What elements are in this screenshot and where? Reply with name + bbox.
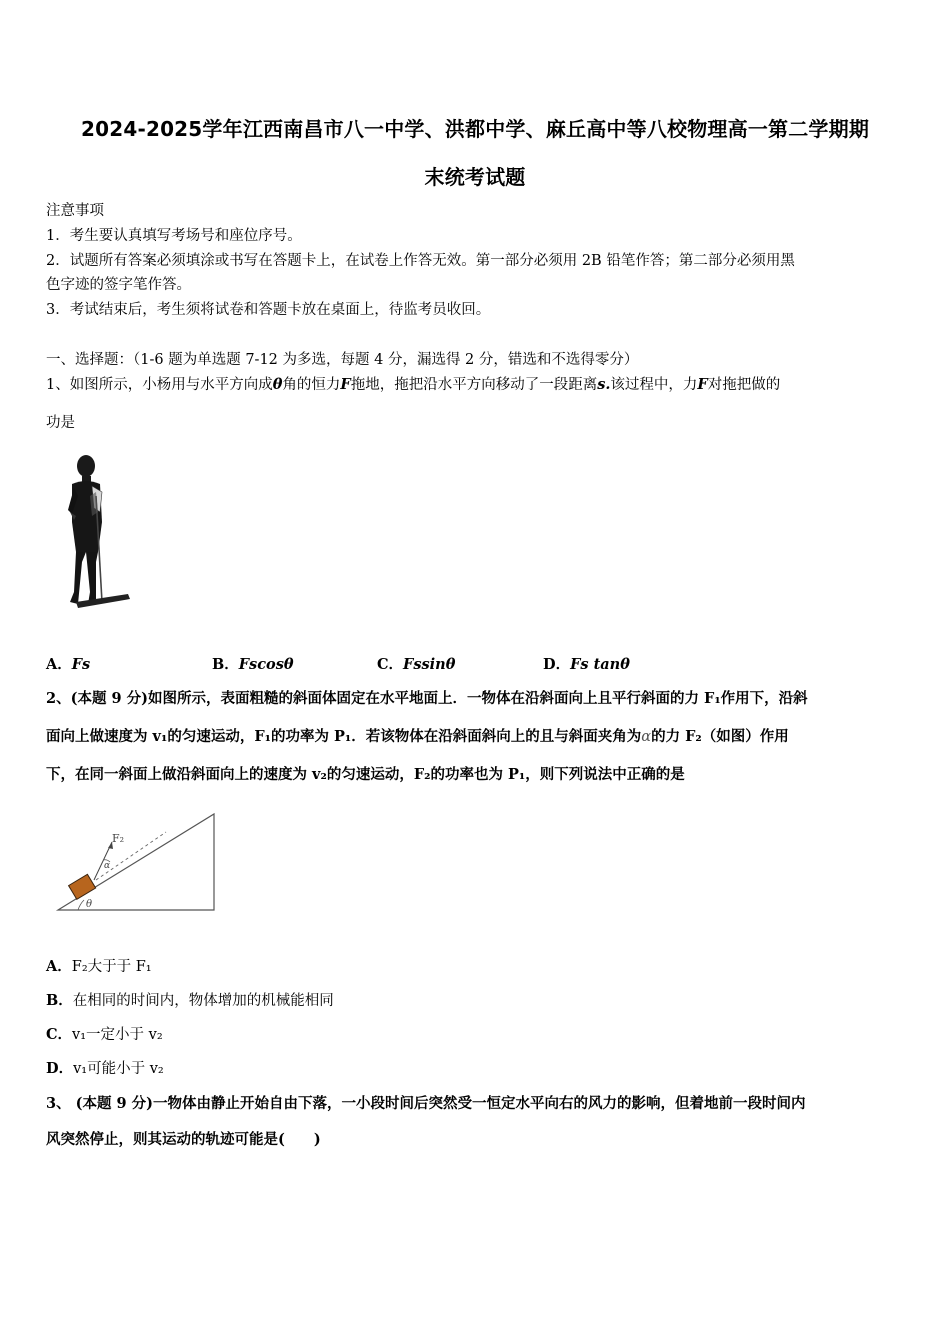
page-title-line2: 末统考试题 bbox=[424, 165, 526, 189]
q1-force-2: F bbox=[697, 376, 708, 393]
q2-option-a[interactable]: A．F₂大于于 F₁ bbox=[46, 958, 152, 975]
q1-distance: s. bbox=[597, 376, 611, 393]
mopping-person-figure bbox=[62, 452, 138, 614]
force-f2-label: F₂ bbox=[112, 832, 125, 845]
q1-text-e: 对拖把做的 bbox=[707, 377, 781, 393]
q1-option-c[interactable]: C．Fssinθ bbox=[377, 656, 456, 673]
q2-option-d[interactable]: D．v₁可能小于 v₂ bbox=[46, 1060, 164, 1077]
notice-item-1: 1．考生要认真填写考场号和座位序号。 bbox=[46, 228, 302, 244]
incline-dashed-line bbox=[96, 832, 166, 880]
notice-item-2b: 色字迹的签字笔作答。 bbox=[46, 277, 191, 293]
q1-stem bbox=[46, 375, 908, 395]
q2-option-b[interactable]: B．在相同的时间内，物体增加的机械能相同 bbox=[46, 992, 334, 1009]
page-title-line1: 2024-2025学年江西南昌市八一中学、洪都中学、麻丘高中等八校物理高一第二学期期 bbox=[80, 117, 870, 141]
notice-item-3: 3．考试结束后，考生须将试卷和答题卡放在桌面上，待监考员收回。 bbox=[46, 302, 491, 318]
block bbox=[69, 874, 96, 899]
q2-option-c[interactable]: C．v₁一定小于 v₂ bbox=[46, 1026, 163, 1043]
notice-item-2a: 2．试题所有答案必须填涂或书写在答题卡上，在试卷上作答无效。第一部分必须用 2B 铅笔作答；第二部分必须用黑 bbox=[46, 253, 795, 269]
q2-stem-1: 2、(本题 9 分)如图所示，表面粗糙的斜面体固定在水平地面上．一物体在沿斜面向上且平行斜面的力 F₁作用下，沿斜 bbox=[46, 690, 808, 707]
q2-stem-3: 下，在同一斜面上做沿斜面向上的速度为 v₂的匀速运动，F₂的功率也为 P₁，则下列说法中正确的是 bbox=[46, 766, 685, 783]
q1-option-b[interactable]: B．Fscosθ bbox=[212, 656, 294, 673]
q2-stem-2 bbox=[46, 727, 908, 747]
q1-text-d: 该过程中，力 bbox=[610, 377, 698, 393]
q1-force: F bbox=[340, 376, 351, 393]
angle-theta-label: θ bbox=[86, 899, 93, 910]
q1-text-c: 拖地，拖把沿水平方向移动了一段距离 bbox=[350, 377, 598, 393]
q3-stem-1: 3、 (本题 9 分)一物体由静止开始自由下落，一小段时间后突然受一恒定水平向右的风力的影响，但着地前一段时间内 bbox=[46, 1095, 806, 1112]
notice-heading: 注意事项 bbox=[46, 203, 104, 219]
q1-text-a: 1、如图所示，小杨用与水平方向成 bbox=[46, 377, 273, 393]
q1-stem-2: 功是 bbox=[46, 415, 75, 431]
q1-text-b: 角的恒力 bbox=[282, 377, 341, 393]
q1-option-a[interactable]: A．Fs bbox=[46, 656, 91, 673]
q2-text-a: 面向上做速度为 v₁的匀速运动，F₁的功率为 P₁．若该物体在沿斜面斜向上的且与斜面夹角为 bbox=[46, 728, 642, 745]
incline-figure bbox=[54, 810, 220, 916]
q2-alpha: α bbox=[641, 729, 652, 745]
q2-text-b: 的力 F₂（如图）作用 bbox=[651, 728, 789, 745]
q3-stem-2: 风突然停止，则其运动的轨迹可能是( ) bbox=[46, 1131, 321, 1148]
angle-alpha-label: α bbox=[104, 861, 111, 871]
q1-theta: θ bbox=[272, 376, 283, 393]
section-heading: 一、选择题：（1-6 题为单选题 7-12 为多选，每题 4 分，漏选得 2 分，错选和不选得零分） bbox=[46, 352, 639, 368]
q1-option-d[interactable]: D．Fs tanθ bbox=[543, 656, 630, 673]
